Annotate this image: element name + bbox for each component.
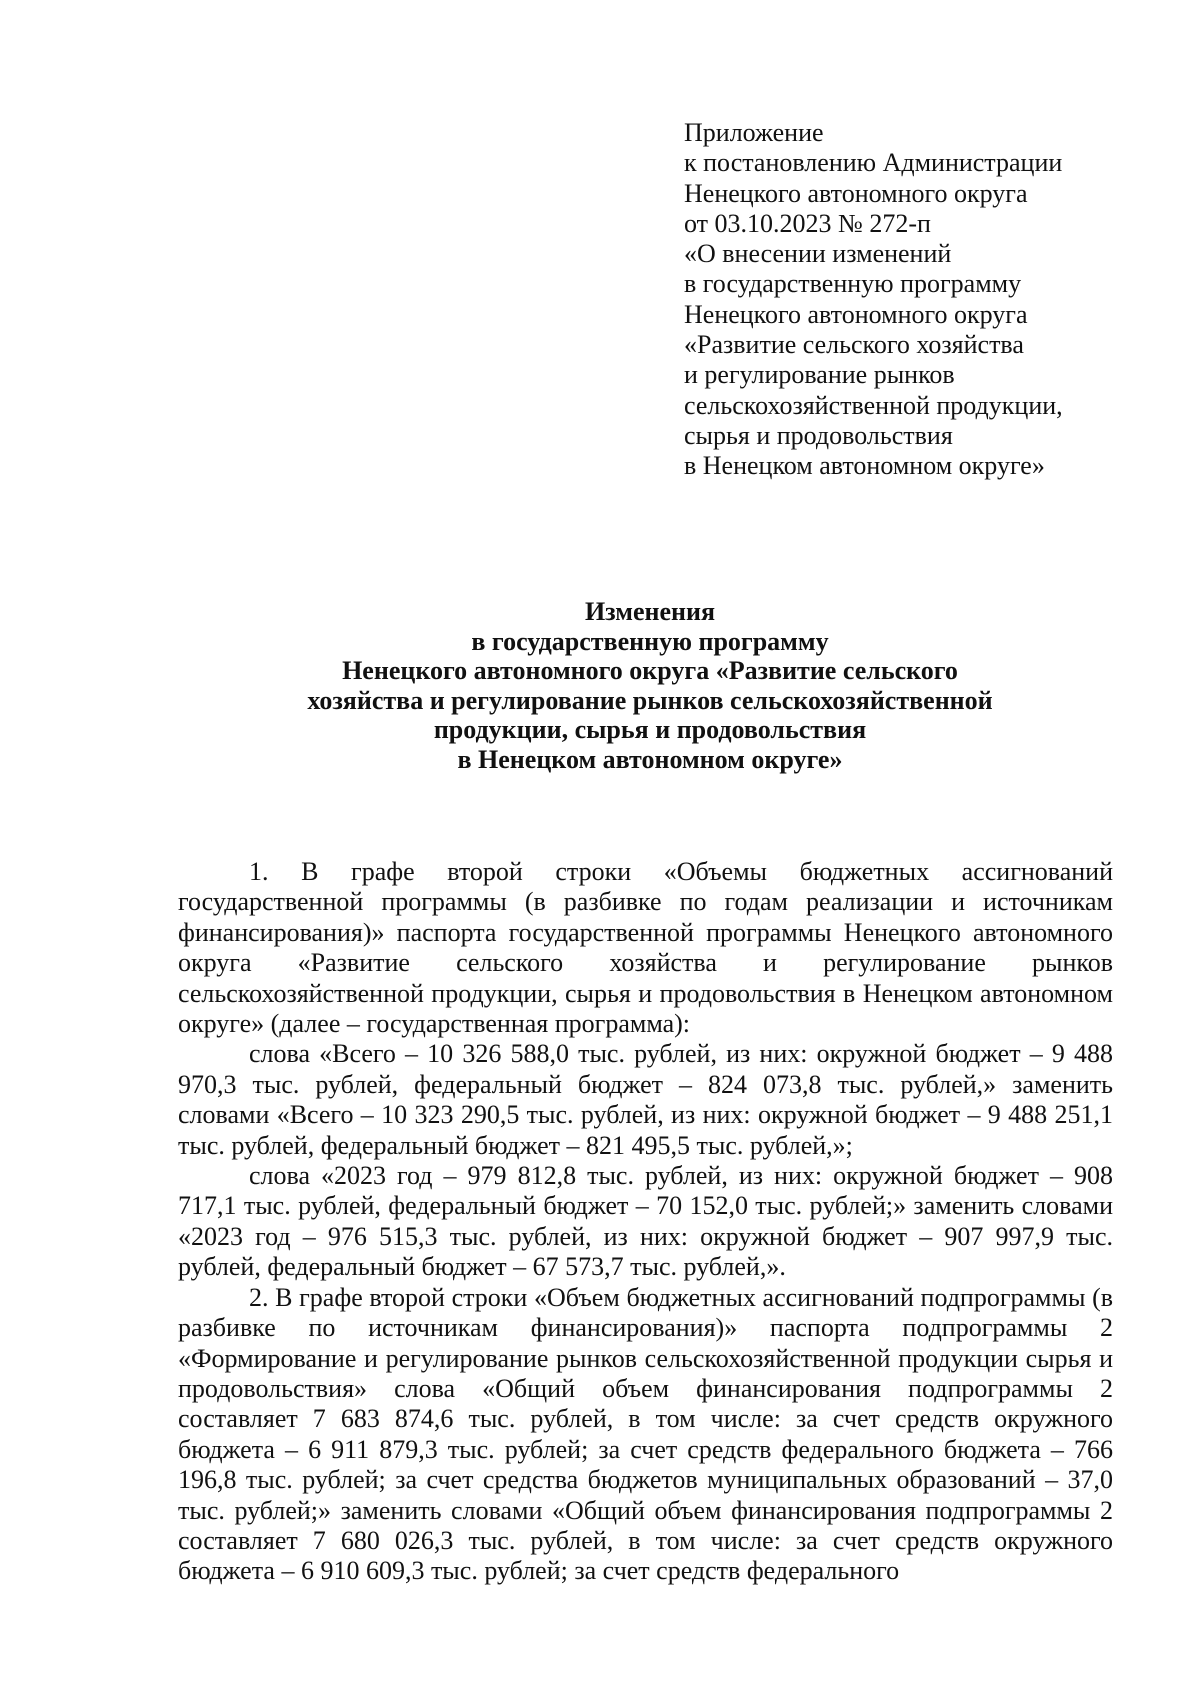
appendix-line: в государственную программу	[684, 269, 1022, 299]
title-line: Изменения	[584, 597, 716, 626]
document-body	[178, 857, 1113, 1587]
appendix-line: сельскохозяйственной продукции,	[684, 390, 1063, 420]
appendix-line: Ненецкого автономного округа	[684, 299, 1028, 329]
body-paragraph: 1. В графе второй строки «Объемы бюджетных ассигнований государственной программы (в разбивке по годам реализации и источникам финансирования)» паспорта государственной программы Ненецкого автономного округа «Развитие сельского хозяйства и регулирование рынков сельскохозяйственной продукции, сырья и продовольствия в Ненецком автономном округе» (далее – государственная программа):	[178, 857, 1113, 1039]
title-line: Ненецкого автономного округа «Развитие сельского	[342, 656, 958, 686]
body-paragraph: 2. В графе второй строки «Объем бюджетных ассигнований подпрограммы (в разбивке по источникам финансирования)» паспорта подпрограммы 2 «Формирование и регулирование рынков сельскохозяйственной продукции сырья и продовольствия» слова «Общий объем финансирования подпрограммы 2 составляет 7 683 874,6 тыс. рублей, в том числе: за счет средств окружного бюджета – 6 911 879,3 тыс. рублей; за счет средств федерального бюджета – 766 196,8 тыс. рублей; за счет средства бюджетов муниципальных образований – 37,0 тыс. рублей;» заменить словами «Общий объем финансирования подпрограммы 2 составляет 7 680 026,3 тыс. рублей, в том числе: за счет средств окружного бюджета – 6 910 609,3 тыс. рублей; за счет средств федерального	[178, 1282, 1113, 1586]
appendix-line: Приложение	[684, 118, 824, 147]
title-line: продукции, сырья и продовольствия	[433, 715, 867, 745]
title-line: в государственную программу	[471, 626, 829, 656]
title-line: в Ненецком автономном округе»	[457, 744, 843, 774]
appendix-line: к постановлению Администрации	[684, 148, 1063, 178]
body-paragraph: слова «2023 год – 979 812,8 тыс. рублей, из них: окружной бюджет – 908 717,1 тыс. рублей, федеральный бюджет – 70 152,0 тыс. рублей;» заменить словами «2023 год – 976 515,3 тыс. рублей, из них: окружной бюджет – 907 997,9 тыс. рублей, федеральный бюджет – 67 573,7 тыс. рублей,».	[178, 1161, 1113, 1282]
appendix-line: Ненецкого автономного округа	[684, 178, 1028, 208]
title-line: хозяйства и регулирование рынков сельскохозяйственной	[307, 685, 993, 715]
appendix-line: от 03.10.2023 № 272-п	[684, 208, 931, 238]
appendix-line: в Ненецком автономном округе»	[684, 451, 1045, 481]
appendix-line: «Развитие сельского хозяйства	[684, 330, 1024, 360]
appendix-block	[684, 118, 1164, 482]
document-title	[170, 597, 1130, 775]
appendix-line: «О внесении изменений	[684, 239, 952, 269]
body-paragraph: слова «Всего – 10 326 588,0 тыс. рублей, из них: окружной бюджет – 9 488 970,3 тыс. рублей, федеральный бюджет – 824 073,8 тыс. рублей,» заменить словами «Всего – 10 323 290,5 тыс. рублей, из них: окружной бюджет – 9 488 251,1 тыс. рублей, федеральный бюджет – 821 495,5 тыс. рублей,»;	[178, 1039, 1113, 1160]
appendix-line: и регулирование рынков	[684, 360, 955, 390]
appendix-line: сырья и продовольствия	[684, 420, 953, 450]
